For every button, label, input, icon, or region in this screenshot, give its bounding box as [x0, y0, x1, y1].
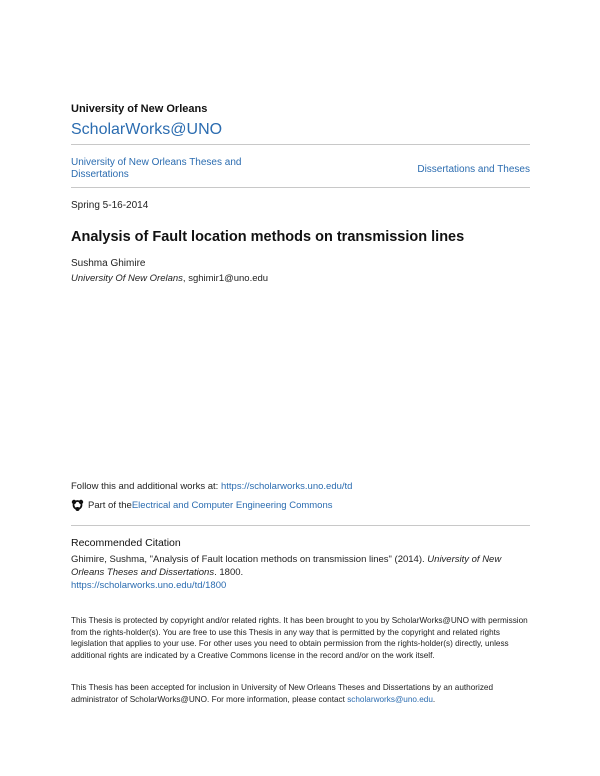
citation-url-link[interactable]: https://scholarworks.uno.edu/td/1800 [71, 580, 227, 591]
divider-top [71, 144, 530, 145]
collection-link[interactable]: University of New Orleans Theses and Dissertations [71, 157, 242, 180]
commons-network-icon [71, 499, 84, 511]
acceptance-end: . [432, 694, 436, 704]
author-email: , sghimir1@uno.edu [182, 273, 269, 284]
citation-series: University of New Orleans Theses and Dissertations [71, 554, 502, 578]
follow-line [71, 481, 352, 492]
part-of-label: Part of the [88, 499, 132, 511]
author-affiliation [71, 273, 268, 284]
thesis-title: Analysis of Fault location methods on transmission lines [71, 229, 465, 245]
copyright-notice: This Thesis is protected by copyright and/or related rights. It has been brought to you by ScholarWorks@UNO with permission from the rights-holder(s). You are free to use this Thesis in any way that is permitted by the copyright and related rights legislation that applies to your use. For other uses you need to obtain permission from the rights-holder(s) directly, unless additional rights are indicated by a Creative Commons license in the record and/or on the work itself. [71, 616, 528, 660]
series-link[interactable]: Dissertations and Theses [417, 164, 530, 175]
acceptance-notice [71, 682, 533, 705]
citation-number: . 1800. [214, 567, 244, 578]
follow-label: Follow this and additional works at: [71, 481, 221, 492]
part-of-line [71, 499, 333, 511]
publication-date: Spring 5-16-2014 [71, 200, 149, 211]
divider-citation [71, 525, 530, 526]
divider-breadcrumb [71, 187, 530, 188]
citation-heading: Recommended Citation [71, 537, 181, 549]
acceptance-text: This Thesis has been accepted for inclusion in University of New Orleans Theses and Dissertations by an authorized administrator of ScholarWorks@UNO. For more information, please contact [71, 683, 494, 704]
repository-link[interactable]: ScholarWorks@UNO [71, 121, 223, 138]
citation-text: Ghimire, Sushma, "Analysis of Fault location methods on transmission lines" (2014). [71, 554, 428, 565]
follow-url-link[interactable]: https://scholarworks.uno.edu/td [220, 481, 353, 492]
citation-body [71, 553, 533, 592]
contact-email-link[interactable]: scholarworks@uno.edu [347, 694, 433, 704]
institution-name: University of New Orleans [71, 103, 208, 115]
commons-link[interactable]: Electrical and Computer Engineering Commons [131, 499, 333, 511]
affiliation-name: University Of New Orelans [71, 273, 183, 284]
author-name: Sushma Ghimire [71, 258, 146, 269]
